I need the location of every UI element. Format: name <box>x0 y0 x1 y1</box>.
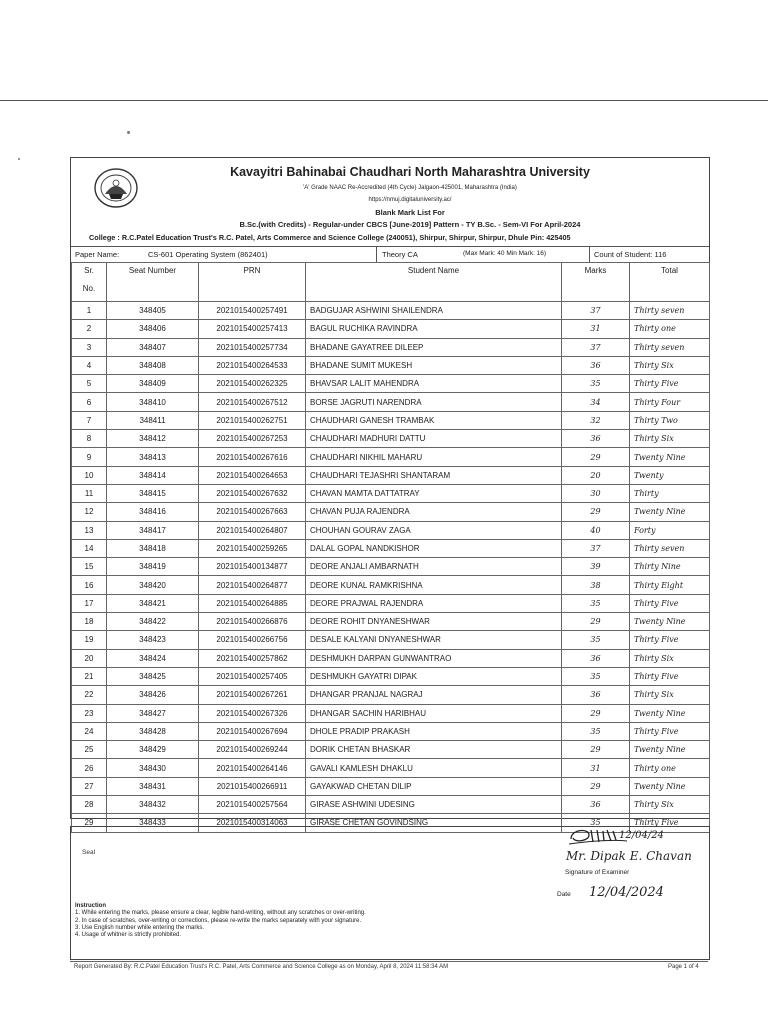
cell-sr-no: 20 <box>72 649 107 667</box>
cell-total-handwritten: Twenty Nine <box>630 613 710 631</box>
cell-seat-number: 348428 <box>107 722 199 740</box>
cell-total-handwritten: Thirty <box>630 484 710 502</box>
instruction-item: 4. Usage of whitner is strictly prohibited. <box>75 932 182 939</box>
seal-label: Seal <box>82 849 96 856</box>
cell-seat-number: 348410 <box>107 393 199 411</box>
cell-student-name: GIRASE CHETAN GOVINDSING <box>306 814 562 832</box>
header-sr-no <box>72 263 107 302</box>
instructions-block <box>75 903 366 939</box>
cell-marks-handwritten: 35 <box>562 814 630 832</box>
table-row <box>72 704 710 722</box>
cell-marks-handwritten: 35 <box>562 631 630 649</box>
cell-seat-number: 348423 <box>107 631 199 649</box>
paper-name-label: Paper Name: <box>75 250 120 259</box>
cell-student-name: CHAUDHARI NIKHIL MAHARU <box>306 448 562 466</box>
cell-prn: 2021015400267616 <box>199 448 306 466</box>
cell-seat-number: 348429 <box>107 741 199 759</box>
cell-total-handwritten: Twenty Nine <box>630 503 710 521</box>
cell-total-handwritten: Thirty one <box>630 320 710 338</box>
university-url: https://nmuj.digitaluniversity.ac/ <box>368 197 452 203</box>
cell-total-handwritten: Thirty Two <box>630 411 710 429</box>
cell-total-handwritten: Thirty Five <box>630 594 710 612</box>
cell-student-name: BHAVSAR LALIT MAHENDRA <box>306 375 562 393</box>
table-row <box>72 430 710 448</box>
footer-box <box>70 826 710 960</box>
cell-sr-no: 3 <box>72 338 107 356</box>
cell-prn: 2021015400267632 <box>199 484 306 502</box>
cell-seat-number: 348412 <box>107 430 199 448</box>
cell-student-name: DEORE KUNAL RAMKRISHNA <box>306 576 562 594</box>
cell-total-handwritten: Thirty Six <box>630 686 710 704</box>
cell-prn: 2021015400314063 <box>199 814 306 832</box>
cell-seat-number: 348419 <box>107 558 199 576</box>
header-student-name: Student Name <box>306 263 562 302</box>
cell-total-handwritten: Thirty Six <box>630 356 710 374</box>
instruction-item: 2. In case of scratches, over-writing or corrections, please re-write the marks separately with your signature. <box>75 917 362 924</box>
cell-student-name: DHANGAR SACHIN HARIBHAU <box>306 704 562 722</box>
cell-prn: 2021015400264807 <box>199 521 306 539</box>
cell-total-handwritten: Thirty Five <box>630 667 710 685</box>
cell-prn: 2021015400267326 <box>199 704 306 722</box>
instructions-title: Instruction <box>75 903 106 909</box>
cell-total-handwritten: Thirty one <box>630 759 710 777</box>
table-row <box>72 356 710 374</box>
signature-label: Signature of Examiner <box>565 869 630 876</box>
cell-student-name: DHANGAR PRANJAL NAGRAJ <box>306 686 562 704</box>
cell-marks-handwritten: 40 <box>562 521 630 539</box>
scan-speck <box>127 131 130 134</box>
scan-edge-line <box>0 100 768 101</box>
table-row <box>72 558 710 576</box>
cell-prn: 2021015400267253 <box>199 430 306 448</box>
cell-prn: 2021015400257491 <box>199 302 306 320</box>
cell-total-handwritten: Twenty Nine <box>630 777 710 795</box>
table-row <box>72 613 710 631</box>
cell-seat-number: 348406 <box>107 320 199 338</box>
cell-sr-no: 5 <box>72 375 107 393</box>
cell-seat-number: 348418 <box>107 539 199 557</box>
cell-total-handwritten: Thirty Six <box>630 796 710 814</box>
footer-rule <box>70 961 708 962</box>
cell-student-name: DEORE ANJALI AMBARNATH <box>306 558 562 576</box>
cell-sr-no: 2 <box>72 320 107 338</box>
instruction-item: 3. Use English number while entering the marks. <box>75 924 205 931</box>
cell-seat-number: 348427 <box>107 704 199 722</box>
cell-marks-handwritten: 31 <box>562 320 630 338</box>
exam-type: Theory CA <box>382 250 418 259</box>
cell-student-name: DORIK CHETAN BHASKAR <box>306 741 562 759</box>
cell-seat-number: 348417 <box>107 521 199 539</box>
header-sr-line1: Sr. <box>84 266 94 275</box>
cell-prn: 2021015400266911 <box>199 777 306 795</box>
table-row <box>72 375 710 393</box>
cell-seat-number: 348425 <box>107 667 199 685</box>
cell-sr-no: 18 <box>72 613 107 631</box>
cell-total-handwritten: Twenty Nine <box>630 741 710 759</box>
cell-student-name: DESHMUKH GAYATRI DIPAK <box>306 667 562 685</box>
report-generated-line: Report Generated By: R.C.Patel Education Trust's R.C. Patel, Arts Commerce and Science College as on Monday, April 8, 2024 11:58:34 AM <box>74 964 449 970</box>
cell-total-handwritten: Thirty seven <box>630 302 710 320</box>
cell-sr-no: 24 <box>72 722 107 740</box>
cell-prn: 2021015400266756 <box>199 631 306 649</box>
cell-marks-handwritten: 29 <box>562 704 630 722</box>
cell-seat-number: 348414 <box>107 466 199 484</box>
cell-seat-number: 348416 <box>107 503 199 521</box>
cell-prn: 2021015400264653 <box>199 466 306 484</box>
cell-sr-no: 23 <box>72 704 107 722</box>
cell-student-name: CHAUDHARI MADHURI DATTU <box>306 430 562 448</box>
examiner-name: Mr. Dipak E. Chavan <box>566 849 692 863</box>
cell-total-handwritten: Thirty Six <box>630 649 710 667</box>
cell-student-name: CHAUDHARI TEJASHRI SHANTARAM <box>306 466 562 484</box>
table-row <box>72 448 710 466</box>
cell-sr-no: 10 <box>72 466 107 484</box>
cell-total-handwritten: Thirty Five <box>630 722 710 740</box>
cell-seat-number: 348424 <box>107 649 199 667</box>
header-total: Total <box>630 263 710 302</box>
cell-prn: 2021015400262751 <box>199 411 306 429</box>
cell-prn: 2021015400257405 <box>199 667 306 685</box>
cell-total-handwritten: Thirty Four <box>630 393 710 411</box>
cell-sr-no: 19 <box>72 631 107 649</box>
cell-sr-no: 26 <box>72 759 107 777</box>
cell-marks-handwritten: 29 <box>562 448 630 466</box>
column-divider <box>589 247 590 262</box>
instruction-item: 1. While entering the marks, please ensure a clear, legible hand-writing, without any scratches or over-writing. <box>75 910 366 917</box>
cell-marks-handwritten: 29 <box>562 503 630 521</box>
cell-student-name: CHAVAN PUJA RAJENDRA <box>306 503 562 521</box>
cell-seat-number: 348415 <box>107 484 199 502</box>
cell-marks-handwritten: 30 <box>562 484 630 502</box>
cell-student-name: BORSE JAGRUTI NARENDRA <box>306 393 562 411</box>
mark-list-sheet <box>70 157 710 828</box>
cell-total-handwritten: Thirty seven <box>630 338 710 356</box>
cell-sr-no: 7 <box>72 411 107 429</box>
cell-seat-number: 348432 <box>107 796 199 814</box>
cell-marks-handwritten: 36 <box>562 430 630 448</box>
cell-prn: 2021015400257734 <box>199 338 306 356</box>
cell-student-name: BHADANE GAYATREE DILEEP <box>306 338 562 356</box>
student-count: Count of Student: 116 <box>594 250 667 259</box>
cell-sr-no: 16 <box>72 576 107 594</box>
max-marks-note: (Max Mark: 40 Min Mark: 16) <box>463 250 547 257</box>
cell-seat-number: 348407 <box>107 338 199 356</box>
cell-marks-handwritten: 36 <box>562 649 630 667</box>
university-name: Kavayitri Bahinabai Chaudhari North Maharashtra University <box>230 165 590 179</box>
table-row <box>72 539 710 557</box>
cell-prn: 2021015400264146 <box>199 759 306 777</box>
cell-sr-no: 12 <box>72 503 107 521</box>
course-line: B.Sc.(with Credits) - Regular-under CBCS [June-2019] Pattern - TY B.Sc. - Sem-VI For April-2024 <box>239 220 581 229</box>
cell-student-name: CHOUHAN GOURAV ZAGA <box>306 521 562 539</box>
cell-seat-number: 348408 <box>107 356 199 374</box>
cell-sr-no: 22 <box>72 686 107 704</box>
table-row <box>72 503 710 521</box>
cell-total-handwritten: Twenty Nine <box>630 448 710 466</box>
cell-total-handwritten: Twenty Nine <box>630 704 710 722</box>
header-seat-number: Seat Number <box>107 263 199 302</box>
table-row <box>72 338 710 356</box>
cell-prn: 2021015400259265 <box>199 539 306 557</box>
cell-sr-no: 11 <box>72 484 107 502</box>
cell-sr-no: 25 <box>72 741 107 759</box>
marks-table <box>71 262 710 833</box>
cell-prn: 2021015400264533 <box>199 356 306 374</box>
cell-marks-handwritten: 36 <box>562 686 630 704</box>
signature-date: 12/04/24 <box>619 830 664 841</box>
cell-total-handwritten: Thirty Five <box>630 631 710 649</box>
table-row <box>72 796 710 814</box>
cell-marks-handwritten: 38 <box>562 576 630 594</box>
cell-sr-no: 9 <box>72 448 107 466</box>
accreditation-line: 'A' Grade NAAC Re-Accredited (4th Cycle) Jalgaon-425001, Maharashtra (India) <box>303 185 517 191</box>
cell-sr-no: 15 <box>72 558 107 576</box>
cell-marks-handwritten: 36 <box>562 356 630 374</box>
cell-marks-handwritten: 29 <box>562 741 630 759</box>
cell-marks-handwritten: 37 <box>562 338 630 356</box>
cell-marks-handwritten: 36 <box>562 796 630 814</box>
paper-name: CS-601 Operating System (862401) <box>148 250 268 259</box>
cell-student-name: DESHMUKH DARPAN GUNWANTRAO <box>306 649 562 667</box>
cell-student-name: DESALE KALYANI DNYANESHWAR <box>306 631 562 649</box>
date-label: Date <box>557 891 571 898</box>
cell-marks-handwritten: 39 <box>562 558 630 576</box>
cell-marks-handwritten: 35 <box>562 375 630 393</box>
cell-student-name: CHAVAN MAMTA DATTATRAY <box>306 484 562 502</box>
cell-marks-handwritten: 37 <box>562 539 630 557</box>
cell-marks-handwritten: 29 <box>562 777 630 795</box>
cell-marks-handwritten: 31 <box>562 759 630 777</box>
table-row <box>72 393 710 411</box>
cell-total-handwritten: Thirty Five <box>630 375 710 393</box>
cell-seat-number: 348430 <box>107 759 199 777</box>
cell-sr-no: 8 <box>72 430 107 448</box>
cell-marks-handwritten: 29 <box>562 613 630 631</box>
cell-prn: 2021015400257413 <box>199 320 306 338</box>
cell-sr-no: 4 <box>72 356 107 374</box>
cell-sr-no: 28 <box>72 796 107 814</box>
cell-student-name: DALAL GOPAL NANDKISHOR <box>306 539 562 557</box>
table-row <box>72 741 710 759</box>
cell-total-handwritten: Thirty Eight <box>630 576 710 594</box>
cell-marks-handwritten: 35 <box>562 594 630 612</box>
cell-prn: 2021015400134877 <box>199 558 306 576</box>
cell-prn: 2021015400267694 <box>199 722 306 740</box>
cell-seat-number: 348420 <box>107 576 199 594</box>
cell-seat-number: 348431 <box>107 777 199 795</box>
cell-sr-no: 21 <box>72 667 107 685</box>
table-row <box>72 667 710 685</box>
date-value: 12/04/2024 <box>589 885 664 900</box>
cell-sr-no: 17 <box>72 594 107 612</box>
table-row <box>72 466 710 484</box>
cell-seat-number: 348405 <box>107 302 199 320</box>
cell-prn: 2021015400267261 <box>199 686 306 704</box>
cell-seat-number: 348426 <box>107 686 199 704</box>
cell-prn: 2021015400267663 <box>199 503 306 521</box>
cell-total-handwritten: Thirty Nine <box>630 558 710 576</box>
cell-marks-handwritten: 35 <box>562 667 630 685</box>
cell-student-name: BHADANE SUMIT MUKESH <box>306 356 562 374</box>
cell-prn: 2021015400257862 <box>199 649 306 667</box>
cell-seat-number: 348409 <box>107 375 199 393</box>
cell-total-handwritten: Thirty Five <box>630 814 710 832</box>
cell-marks-handwritten: 34 <box>562 393 630 411</box>
cell-prn: 2021015400266876 <box>199 613 306 631</box>
cell-student-name: DEORE ROHIT DNYANESHWAR <box>306 613 562 631</box>
list-title: Blank Mark List For <box>375 208 445 217</box>
table-row <box>72 521 710 539</box>
cell-total-handwritten: Twenty <box>630 466 710 484</box>
table-row <box>72 686 710 704</box>
table-row <box>72 302 710 320</box>
cell-prn: 2021015400264885 <box>199 594 306 612</box>
cell-seat-number: 348411 <box>107 411 199 429</box>
cell-sr-no: 6 <box>72 393 107 411</box>
cell-total-handwritten: Thirty Six <box>630 430 710 448</box>
cell-student-name: DEORE PRAJWAL RAJENDRA <box>306 594 562 612</box>
cell-student-name: GAVALI KAMLESH DHAKLU <box>306 759 562 777</box>
cell-total-handwritten: Thirty seven <box>630 539 710 557</box>
column-divider <box>376 247 377 262</box>
table-row <box>72 320 710 338</box>
cell-student-name: BAGUL RUCHIKA RAVINDRA <box>306 320 562 338</box>
table-row <box>72 411 710 429</box>
table-row <box>72 576 710 594</box>
cell-marks-handwritten: 35 <box>562 722 630 740</box>
page-number: Page 1 of 4 <box>668 964 699 970</box>
cell-sr-no: 14 <box>72 539 107 557</box>
cell-sr-no: 13 <box>72 521 107 539</box>
table-row <box>72 722 710 740</box>
header-sr-line2: No. <box>82 284 96 293</box>
cell-seat-number: 348421 <box>107 594 199 612</box>
cell-marks-handwritten: 32 <box>562 411 630 429</box>
cell-student-name: DHOLE PRADIP PRAKASH <box>306 722 562 740</box>
table-row <box>72 484 710 502</box>
cell-sr-no: 1 <box>72 302 107 320</box>
cell-prn: 2021015400269244 <box>199 741 306 759</box>
table-row <box>72 631 710 649</box>
table-row <box>72 777 710 795</box>
document-header <box>71 158 709 246</box>
cell-student-name: GAYAKWAD CHETAN DILIP <box>306 777 562 795</box>
college-line: College : R.C.Patel Education Trust's R.C. Patel, Arts Commerce and Science College (240051), Shirpur, Shirpur, Shirpur, Dhule Pin: 425405 <box>89 233 571 242</box>
table-row <box>72 649 710 667</box>
cell-prn: 2021015400262325 <box>199 375 306 393</box>
cell-prn: 2021015400264877 <box>199 576 306 594</box>
cell-sr-no: 29 <box>72 814 107 832</box>
cell-prn: 2021015400257564 <box>199 796 306 814</box>
cell-sr-no: 27 <box>72 777 107 795</box>
cell-marks-handwritten: 20 <box>562 466 630 484</box>
scan-speck <box>18 158 20 160</box>
paper-meta-row <box>71 246 709 263</box>
table-row <box>72 759 710 777</box>
header-prn: PRN <box>199 263 306 302</box>
cell-student-name: GIRASE ASHWINI UDESING <box>306 796 562 814</box>
cell-prn: 2021015400267512 <box>199 393 306 411</box>
table-row <box>72 594 710 612</box>
table-header-row <box>72 263 710 302</box>
cell-student-name: CHAUDHARI GANESH TRAMBAK <box>306 411 562 429</box>
cell-seat-number: 348433 <box>107 814 199 832</box>
cell-marks-handwritten: 37 <box>562 302 630 320</box>
cell-seat-number: 348413 <box>107 448 199 466</box>
header-marks: Marks <box>562 263 630 302</box>
cell-seat-number: 348422 <box>107 613 199 631</box>
cell-student-name: BADGUJAR ASHWINI SHAILENDRA <box>306 302 562 320</box>
cell-total-handwritten: Forty <box>630 521 710 539</box>
